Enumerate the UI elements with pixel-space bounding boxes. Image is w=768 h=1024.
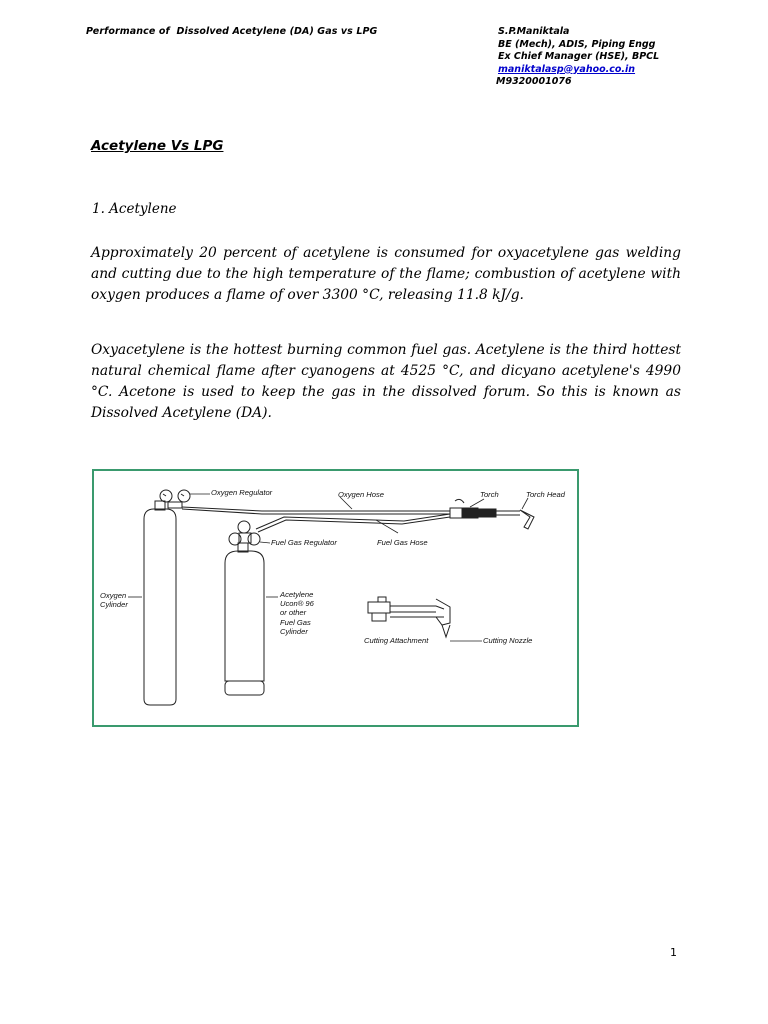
cutting-attachment-shape	[368, 597, 450, 637]
label-fuel-gas-regulator: Fuel Gas Regulator	[271, 538, 337, 547]
label-fuel-gas-hose: Fuel Gas Hose	[377, 538, 428, 547]
label-cutting-nozzle: Cutting Nozzle	[483, 636, 533, 645]
label-acetylene-line1: Acetylene	[280, 590, 314, 599]
author-position: Ex Chief Manager (HSE), BPCL	[498, 51, 660, 63]
welding-equipment-figure	[92, 469, 579, 727]
label-acetylene-line5: Cylinder	[280, 626, 308, 636]
label-torch: Torch	[480, 490, 499, 499]
author-email-link[interactable]: maniktalasp@yahoo.co.in	[498, 63, 636, 75]
label-acetylene-line4: Fuel Gas	[280, 617, 311, 627]
oxygen-hose-line	[182, 507, 450, 511]
label-cutting-attachment: Cutting Attachment	[364, 636, 429, 645]
oxygen-cylinder-shape	[144, 501, 176, 705]
section-heading: 1. Acetylene	[92, 201, 177, 217]
label-acetylene-line2: Ucon® 96	[280, 599, 314, 609]
header-title: Performance of Dissolved Acetylene (DA) Gas vs LPG	[86, 26, 378, 37]
label-oxygen-hose: Oxygen Hose	[338, 490, 385, 499]
label-acetylene-cylinder	[280, 590, 314, 636]
document-title: Acetylene Vs LPG	[91, 138, 224, 154]
paragraph-2: Oxyacetylene is the hottest burning common fuel gas. Acetylene is the third hottest natural chemical flame after cyanogens at 4525 °C, and dicyano acetylene's 4990 °C. Acetone is used to keep the gas in the dissolved forum. So this is known as Dissolved Acetylene (DA).	[91, 342, 681, 421]
label-oxygen-regulator: Oxygen Regulator	[211, 488, 273, 497]
author-name: S.P.Maniktala	[498, 26, 570, 37]
welding-setup-diagram	[94, 471, 577, 725]
paragraph-1: Approximately 20 percent of acetylene is consumed for oxyacetylene gas welding and cutting due to the high temperature of the flame; combustion of acetylene with oxygen produces a flame of over 3300 °C, releasing 11.8 kJ/g.	[91, 245, 681, 303]
author-mobile: M9320001076	[496, 76, 572, 88]
label-torch-head: Torch Head	[526, 490, 565, 499]
label-acetylene-line3: or other	[280, 608, 307, 618]
author-block	[498, 26, 659, 89]
author-qualifications: BE (Mech), ADIS, Piping Engg	[498, 38, 656, 50]
page-number: 1	[670, 946, 677, 959]
torch-shape	[450, 499, 534, 529]
fuel-gas-regulator-shape	[229, 521, 260, 545]
label-oxygen-cylinder-line2: Cylinder	[100, 600, 128, 610]
label-oxygen-cylinder	[100, 591, 128, 609]
acetylene-cylinder-shape	[225, 543, 264, 695]
label-oxygen-cylinder-line1: Oxygen	[100, 591, 127, 600]
